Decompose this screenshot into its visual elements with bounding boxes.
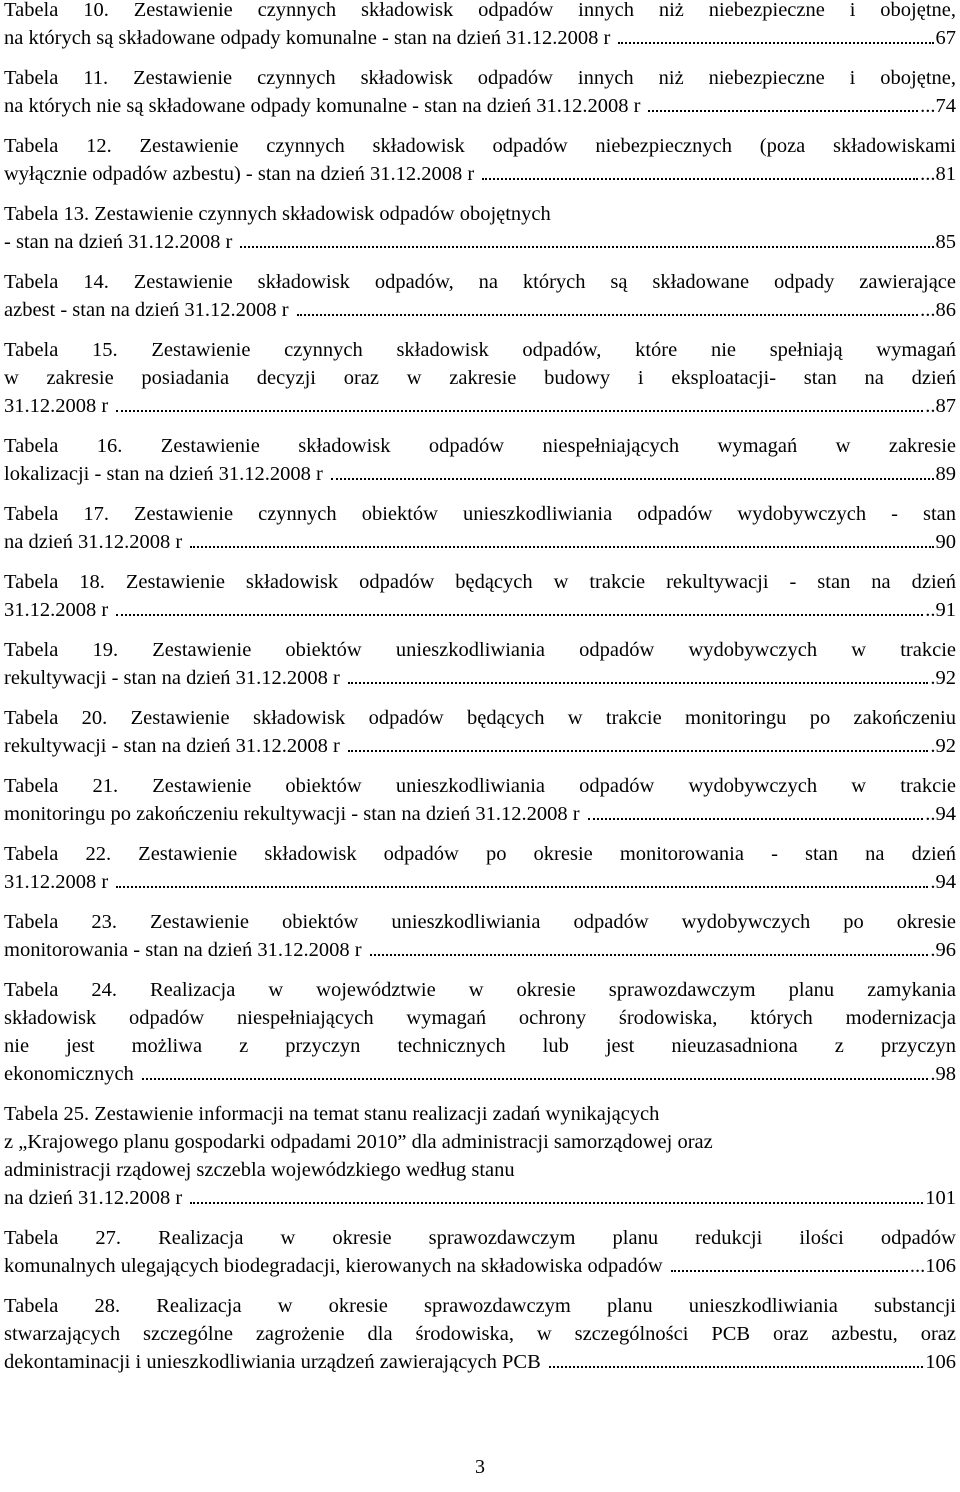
toc-entry-text: na dzień 31.12.2008 r	[4, 531, 183, 553]
toc-entry-last-line	[4, 1060, 956, 1088]
toc-page-ref: ...74	[920, 95, 956, 117]
toc-entry-last-line	[4, 1184, 956, 1212]
dot-leader	[190, 546, 933, 548]
toc-entry-text: dekontaminacji i unieszkodliwiania urządzeń zawierających PCB	[4, 1351, 541, 1373]
toc-entry[interactable]	[4, 0, 956, 52]
toc-entry-last-line	[4, 160, 956, 188]
dot-leader	[331, 478, 934, 480]
toc-page-ref: 90	[935, 531, 956, 553]
toc-entry-last-line	[4, 936, 956, 964]
toc-entry-last-line	[4, 92, 956, 120]
toc-page-ref: 89	[935, 463, 956, 485]
toc-entry-text-line: Tabela 20. Zestawienie składowisk odpadów będących w trakcie monitoringu po zakończeniu	[4, 707, 956, 729]
toc-page-ref: ..87	[925, 395, 956, 417]
toc-entry-last-line	[4, 24, 956, 52]
dot-leader	[116, 886, 928, 888]
toc-entry-text-line: Tabela 10. Zestawienie czynnych składowisk odpadów innych niż niebezpieczne i obojętne,	[4, 0, 956, 21]
toc-page-ref: .98	[930, 1063, 956, 1085]
toc-entry-text: monitoringu po zakończeniu rekultywacji - stan na dzień 31.12.2008 r	[4, 803, 580, 825]
toc-entry-last-line	[4, 228, 956, 256]
toc-entry-text-line: Tabela 17. Zestawienie czynnych obiektów unieszkodliwiania odpadów wydobywczych - stan	[4, 503, 956, 525]
toc-entry[interactable]	[4, 1100, 956, 1212]
toc-entry-text-line: w zakresie posiadania decyzji oraz w zakresie budowy i eksploatacji- stan na dzień	[4, 367, 956, 389]
toc-page-ref: ...86	[920, 299, 956, 321]
toc-page-ref: 67	[935, 27, 956, 49]
toc-entry-text-line: Tabela 24. Realizacja w województwie w okresie sprawozdawczym planu zamykania	[4, 979, 956, 1001]
toc-page-ref: ...81	[920, 163, 956, 185]
toc-entry[interactable]	[4, 200, 956, 256]
toc-page-ref: 85	[935, 231, 956, 253]
toc-entry-text-line: Tabela 19. Zestawienie obiektów unieszkodliwiania odpadów wydobywczych w trakcie	[4, 639, 956, 661]
toc-entry-last-line	[4, 664, 956, 692]
dot-leader	[348, 750, 928, 752]
toc-entry[interactable]	[4, 568, 956, 624]
toc-entry[interactable]	[4, 1224, 956, 1280]
toc-page-ref: 101	[925, 1187, 956, 1209]
toc-entry-text-line: Tabela 23. Zestawienie obiektów unieszkodliwiania odpadów wydobywczych po okresie	[4, 911, 956, 933]
toc-page-ref: 106	[925, 1351, 956, 1373]
toc-entry-last-line	[4, 528, 956, 556]
toc-entry-text-line: Tabela 27. Realizacja w okresie sprawozdawczym planu redukcji ilości odpadów	[4, 1227, 956, 1249]
toc-entry-text-line: administracji rządowej szczebla wojewódzkiego według stanu	[4, 1159, 515, 1181]
dot-leader	[240, 246, 933, 248]
toc-entry-text-line: składowisk odpadów niespełniających wymagań ochrony środowiska, których modernizacja	[4, 1007, 956, 1029]
dot-leader	[142, 1078, 929, 1080]
toc-page-ref: .92	[930, 735, 956, 757]
page-number: 3	[475, 1456, 485, 1478]
dot-leader	[297, 314, 918, 316]
toc-entry-last-line	[4, 392, 956, 420]
toc-entry[interactable]	[4, 636, 956, 692]
toc-entry[interactable]	[4, 704, 956, 760]
toc-entry-text-line: Tabela 25. Zestawienie informacji na temat stanu realizacji zadań wynikających	[4, 1103, 660, 1125]
toc-entry-text: na których są składowane odpady komunalne - stan na dzień 31.12.2008 r	[4, 27, 611, 49]
toc-entry-text-line: Tabela 11. Zestawienie czynnych składowisk odpadów innych niż niebezpieczne i obojętne,	[4, 67, 956, 89]
toc-page-ref: .96	[930, 939, 956, 961]
toc-entry-text: na dzień 31.12.2008 r	[4, 1187, 183, 1209]
toc-entry-text: rekultywacji - stan na dzień 31.12.2008 r	[4, 667, 340, 689]
toc-page-ref: ..94	[925, 803, 956, 825]
toc-entry-text: 31.12.2008 r	[4, 599, 109, 621]
toc-page-ref: .94	[930, 871, 956, 893]
toc-entry-text: na których nie są składowane odpady komunalne - stan na dzień 31.12.2008 r	[4, 95, 641, 117]
toc-entry-text-line: Tabela 15. Zestawienie czynnych składowisk odpadów, które nie spełniają wymagań	[4, 339, 956, 361]
dot-leader	[648, 110, 918, 112]
toc-entry-text-line: Tabela 28. Realizacja w okresie sprawozdawczym planu unieszkodliwiania substancji	[4, 1295, 956, 1317]
toc-entry-text: wyłącznie odpadów azbestu) - stan na dzień 31.12.2008 r	[4, 163, 475, 185]
toc-entry-text: monitorowania - stan na dzień 31.12.2008 r	[4, 939, 362, 961]
toc-entry[interactable]	[4, 976, 956, 1088]
dot-leader	[348, 682, 928, 684]
dot-leader	[116, 614, 923, 616]
toc-entry-text-line: Tabela 14. Zestawienie składowisk odpadów, na których są składowane odpady zawierające	[4, 271, 956, 293]
list-of-tables	[4, 0, 956, 1388]
toc-entry-text: - stan na dzień 31.12.2008 r	[4, 231, 233, 253]
toc-entry-text: ekonomicznych	[4, 1063, 134, 1085]
toc-entry-last-line	[4, 800, 956, 828]
toc-entry-last-line	[4, 460, 956, 488]
dot-leader	[190, 1202, 923, 1204]
toc-entry-text: rekultywacji - stan na dzień 31.12.2008 r	[4, 735, 340, 757]
toc-entry-text: 31.12.2008 r	[4, 395, 109, 417]
toc-entry-text-line: nie jest możliwa z przyczyn technicznych lub jest nieuzasadniona z przyczyn	[4, 1035, 956, 1057]
toc-entry-text: 31.12.2008 r	[4, 871, 109, 893]
dot-leader	[588, 818, 924, 820]
toc-entry-last-line	[4, 1348, 956, 1376]
toc-entry-last-line	[4, 596, 956, 624]
dot-leader	[618, 42, 933, 44]
dot-leader	[671, 1270, 908, 1272]
toc-entry-text-line: z „Krajowego planu gospodarki odpadami 2010” dla administracji samorządowej oraz	[4, 1131, 713, 1153]
toc-page-ref: ...106	[909, 1255, 956, 1277]
toc-entry-last-line	[4, 732, 956, 760]
toc-entry-last-line	[4, 868, 956, 896]
toc-entry[interactable]	[4, 908, 956, 964]
toc-entry[interactable]	[4, 840, 956, 896]
toc-entry-text: komunalnych ulegających biodegradacji, kierowanych na składowiska odpadów	[4, 1255, 663, 1277]
toc-entry-last-line	[4, 296, 956, 324]
toc-entry-text-line: Tabela 18. Zestawienie składowisk odpadów będących w trakcie rekultywacji - stan na dzień	[4, 571, 956, 593]
toc-entry[interactable]	[4, 432, 956, 488]
toc-page-ref: ..91	[925, 599, 956, 621]
toc-entry-text-line: Tabela 21. Zestawienie obiektów unieszkodliwiania odpadów wydobywczych w trakcie	[4, 775, 956, 797]
toc-entry[interactable]	[4, 1292, 956, 1376]
dot-leader	[482, 178, 918, 180]
toc-entry-last-line	[4, 1252, 956, 1280]
toc-entry-text-line: Tabela 16. Zestawienie składowisk odpadów niespełniających wymagań w zakresie	[4, 435, 956, 457]
toc-entry[interactable]	[4, 772, 956, 828]
toc-entry-text: azbest - stan na dzień 31.12.2008 r	[4, 299, 289, 321]
toc-entry-text-line: Tabela 22. Zestawienie składowisk odpadów po okresie monitorowania - stan na dzień	[4, 843, 956, 865]
toc-entry-text-line: stwarzających szczególne zagrożenie dla środowiska, w szczególności PCB oraz azbestu, oraz	[4, 1323, 956, 1345]
dot-leader	[370, 954, 929, 956]
dot-leader	[116, 410, 923, 412]
toc-entry[interactable]	[4, 64, 956, 120]
toc-entry[interactable]	[4, 500, 956, 556]
toc-entry[interactable]	[4, 336, 956, 420]
toc-entry[interactable]	[4, 268, 956, 324]
dot-leader	[549, 1366, 923, 1368]
toc-entry-text: lokalizacji - stan na dzień 31.12.2008 r	[4, 463, 323, 485]
toc-page-ref: .92	[930, 667, 956, 689]
toc-entry[interactable]	[4, 132, 956, 188]
toc-entry-text-line: Tabela 12. Zestawienie czynnych składowisk odpadów niebezpiecznych (poza składowiskami	[4, 135, 956, 157]
toc-entry-text-line: Tabela 13. Zestawienie czynnych składowisk odpadów obojętnych	[4, 203, 551, 225]
